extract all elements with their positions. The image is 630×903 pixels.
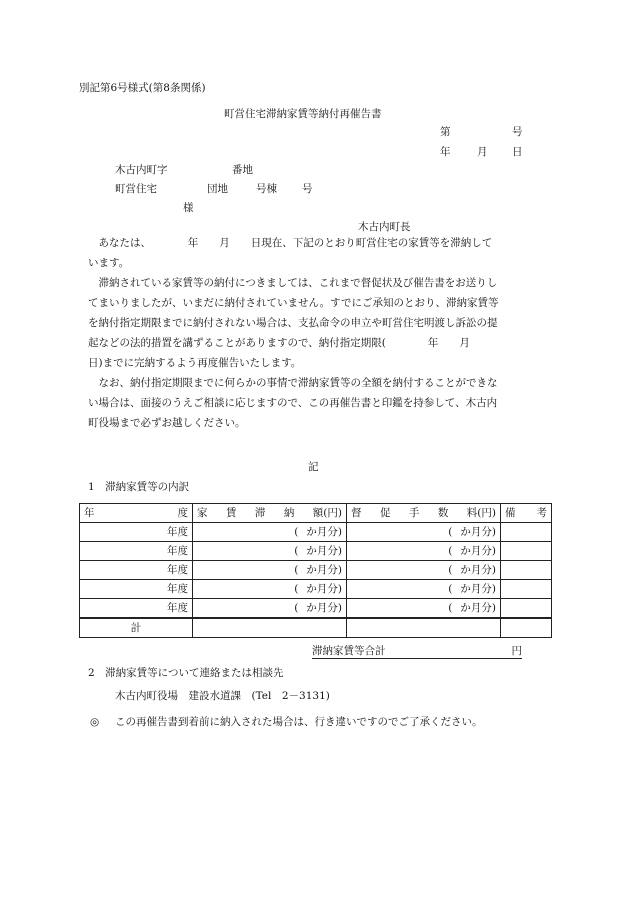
body-line: い場合は、面接のうえご相談に応じますので、この再催告書と印鑑を持参して、木古内 (88, 397, 498, 409)
note-cell (501, 523, 552, 542)
housing-danchi: 団地 (207, 183, 228, 195)
year-cell: 年度 (80, 599, 193, 619)
fee-cell: ( か月分) (347, 599, 501, 619)
fee-cell: ( か月分) (347, 523, 501, 542)
year-cell: 年度 (80, 523, 193, 542)
grand-total-label: 滞納家賃等合計 (312, 645, 386, 657)
document-title: 町営住宅滞納家賃等納付再催告書 (224, 108, 382, 120)
date-month: 月 (477, 146, 488, 158)
table-row (80, 580, 552, 599)
table-row (80, 523, 552, 542)
rent-cell: ( か月分) (193, 561, 347, 580)
table-header-row (80, 504, 552, 523)
ki-heading: 記 (308, 461, 319, 473)
rent-cell: ( か月分) (193, 599, 347, 619)
sender: 木古内町長 (358, 221, 411, 233)
note-cell (501, 599, 552, 619)
body-line: なお、納付指定期限までに何らかの事情で滞納家賃等の全額を納付することができな (98, 377, 498, 389)
rent-cell: ( か月分) (193, 580, 347, 599)
body-line: 起などの法的措置を講ずることがありますので、納付指定期限( 年 月 (88, 337, 470, 349)
table-row (80, 561, 552, 580)
total-fee-cell (347, 618, 501, 638)
rent-cell: ( か月分) (193, 523, 347, 542)
header-year: 年 度 (80, 504, 193, 523)
housing-unit: 号 (302, 183, 313, 195)
grand-total-unit: 円 (511, 645, 522, 657)
fee-cell: ( か月分) (347, 580, 501, 599)
total-rent-cell (193, 618, 347, 638)
notice-text: この再催告書到着前に納入された場合は、行き違いですのでご了承ください。 (115, 716, 483, 728)
date-year: 年 (440, 146, 451, 158)
date-day: 日 (512, 146, 523, 158)
honorific: 様 (183, 202, 194, 214)
body-line: 滞納されている家賃等の納付につきましては、これまで督促状及び催告書をお送りし (98, 277, 498, 289)
note-cell (501, 561, 552, 580)
header-fee: 督 促 手 数 料(円) (347, 504, 501, 523)
rent-cell: ( か月分) (193, 542, 347, 561)
year-cell: 年度 (80, 542, 193, 561)
address-lot: 番地 (232, 164, 253, 176)
header-rent: 家 賃 滞 納 額(円) (193, 504, 347, 523)
housing-building: 号棟 (256, 183, 277, 195)
year-cell: 年度 (80, 561, 193, 580)
number-suffix: 号 (512, 126, 523, 138)
table-total-row (80, 618, 552, 638)
dues-table (79, 503, 552, 638)
body-line: てまいりましたが、いまだに納付されていません。すでにご承知のとおり、滞納家賃等 (88, 297, 499, 309)
housing-label: 町営住宅 (115, 183, 157, 195)
body-line: を納付指定期限までに納付されない場合は、支払命令の申立や町営住宅明渡し訴訟の提 (88, 317, 498, 329)
notice-mark: ◎ (90, 716, 100, 728)
note-cell (501, 542, 552, 561)
section1-heading: 1 滞納家賃等の内訳 (88, 481, 190, 493)
header-note: 備 考 (501, 504, 552, 523)
fee-cell: ( か月分) (347, 561, 501, 580)
section2-heading: 2 滞納家賃等について連絡または相談先 (88, 667, 284, 679)
grand-total (312, 644, 522, 659)
year-cell: 年度 (80, 580, 193, 599)
body-line: 町役場まで必ずお越しください。 (88, 417, 246, 429)
table-row (80, 599, 552, 619)
fee-cell: ( か月分) (347, 542, 501, 561)
address-town: 木古内町字 (115, 164, 168, 176)
note-cell (501, 580, 552, 599)
body-line: います。 (88, 257, 130, 269)
body-text (88, 233, 548, 433)
total-note-cell (501, 618, 552, 638)
body-line: あなたは、 年 月 日現在、下記のとおり町営住宅の家賃等を滞納して (98, 237, 493, 249)
contact-info: 木古内町役場 建設水道課 (Tel 2－3131) (115, 690, 330, 702)
total-label: 計 (80, 618, 193, 638)
body-line: 日)までに完納するよう再度催告いたします。 (88, 357, 302, 369)
number-prefix: 第 (440, 126, 451, 138)
table-row (80, 542, 552, 561)
form-label: 別記第6号様式(第8条関係) (79, 82, 206, 94)
